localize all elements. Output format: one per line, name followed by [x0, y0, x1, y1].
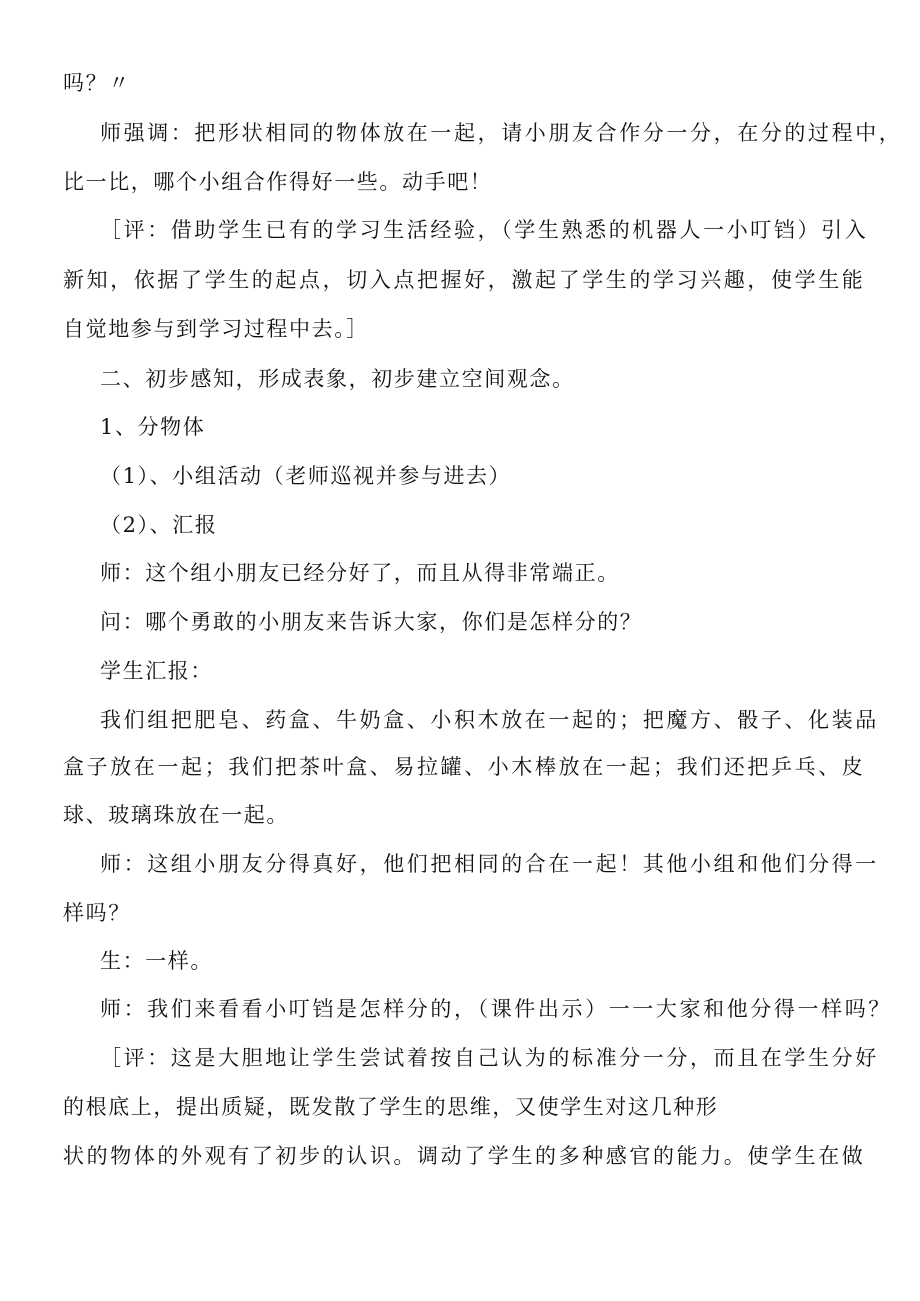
text-line: 球、玻璃珠放在一起。	[63, 803, 289, 827]
text-line: （1）、小组活动（老师巡视并参与进去）	[100, 464, 512, 488]
text-line: 我们组把肥皂、药盒、牛奶盒、小积木放在一起的；把魔方、骰子、化装品	[100, 708, 879, 732]
text-line: 自觉地参与到学习过程中去。］	[63, 317, 369, 341]
text-line: 盒子放在一起；我们把茶叶盒、易拉罐、小木棒放在一起；我们还把乒乓、皮	[63, 755, 866, 779]
text-line: 师强调：把形状相同的物体放在一起，请小朋友合作分一分，在分的过程中，	[100, 121, 903, 145]
text-line: 生：一样。	[100, 949, 213, 973]
text-line: 新知，依据了学生的起点，切入点把握好，激起了学生的学习兴趣，使学生能	[63, 268, 866, 292]
text-line: 的根底上，提出质疑，既发散了学生的思维，又使学生对这几种形	[63, 1095, 719, 1119]
text-line: 比一比，哪个小组合作得好一些。动手吧！	[63, 170, 493, 194]
text-line: 二、初步感知，形成表象，初步建立空间观念。	[100, 367, 575, 391]
text-line: 样吗？	[63, 901, 131, 925]
text-line: ［评：借助学生已有的学习生活经验，（学生熟悉的机器人一小叮铛）引入	[100, 218, 869, 242]
text-line: ［评：这是大胆地让学生尝试着按自己认为的标准分一分，而且在学生分好	[100, 1046, 879, 1070]
text-line: 师：这组小朋友分得真好，他们把相同的合在一起！其他小组和他们分得一	[100, 852, 879, 876]
text-line: 学生汇报：	[100, 659, 213, 683]
text-line: 状的物体的外观有了初步的认识。调动了学生的多种感官的能力。使学生在做	[63, 1144, 866, 1168]
text-line: 1、分物体	[100, 415, 206, 439]
text-line: 吗？〃	[63, 71, 131, 95]
text-line: 师：我们来看看小叮铛是怎样分的，（课件出示）一一大家和他分得一样吗？	[100, 997, 892, 1021]
text-line: 师：这个组小朋友已经分好了，而且从得非常端正。	[100, 561, 620, 585]
text-line: 问：哪个勇敢的小朋友来告诉大家，你们是怎样分的？	[100, 610, 643, 634]
text-line: （2）、汇报	[100, 513, 218, 537]
